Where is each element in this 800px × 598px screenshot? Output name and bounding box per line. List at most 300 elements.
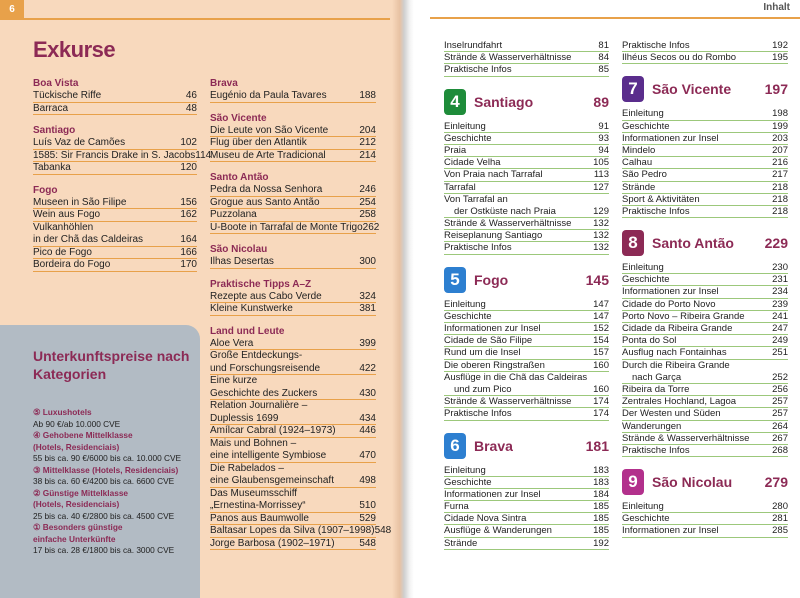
- entry-title: und Forschungsreisende: [210, 362, 321, 374]
- entry-title: Strände & Wasserverhältnisse: [622, 432, 750, 444]
- toc-entry: [622, 145, 788, 157]
- exkurs-entry: [210, 125, 376, 138]
- chapter-heading: [444, 87, 609, 117]
- exkurs-entry: [210, 197, 376, 210]
- exkurs-entry: [33, 149, 212, 163]
- entry-page: 48: [185, 102, 197, 114]
- entry-page: 239: [772, 298, 788, 310]
- entry-title: Geschichte: [444, 132, 492, 144]
- entry-title: Strände & Wasserverhältnisse: [444, 396, 572, 408]
- entry-page: 185: [593, 501, 609, 513]
- entry-title: Duplessis 1699: [210, 412, 279, 424]
- toc-entry: [622, 433, 788, 445]
- entry-page: 192: [772, 40, 788, 51]
- exkurs-entry: [210, 303, 376, 316]
- entry-page: 247: [772, 323, 788, 334]
- toc-entry: [622, 169, 788, 181]
- entry-title: Ribeira da Torre: [622, 383, 690, 395]
- entry-title: in der Chã das Caldeiras: [33, 234, 144, 245]
- section-heading: Fogo: [33, 184, 58, 196]
- chapter-heading-left: [444, 89, 533, 115]
- entry-title: Amílcar Cabral (1924–1973): [210, 425, 336, 436]
- entry-page: 252: [772, 371, 788, 383]
- section-heading: Santiago: [33, 125, 76, 136]
- entry-page: 188: [359, 90, 376, 101]
- entry-page: 430: [359, 387, 376, 399]
- chapter-number-badge: 6: [444, 433, 466, 459]
- entry-title: Mindelo: [622, 144, 656, 156]
- entry-page: 241: [772, 310, 788, 322]
- entry-page: 262: [362, 221, 380, 233]
- section-heading: Land und Leute: [210, 325, 285, 337]
- toc-entry: [444, 194, 609, 206]
- entry-page: 280: [772, 501, 788, 513]
- entry-title: Cidade do Porto Novo: [622, 298, 716, 310]
- entry-title: Praktische Infos: [622, 444, 690, 456]
- section-heading: Santo Antão: [210, 172, 269, 183]
- entry-page: 46: [185, 90, 197, 101]
- entry-page: 300: [359, 256, 376, 267]
- chapter-number-badge: 4: [444, 89, 466, 115]
- entry-page: 218: [772, 193, 788, 205]
- chapter-page: 181: [585, 437, 609, 454]
- exkurs-entry: [210, 450, 376, 463]
- entry-page: 281: [772, 513, 788, 525]
- entry-page: 218: [772, 205, 788, 217]
- entry-page: 147: [593, 298, 609, 310]
- entry-page: 127: [593, 181, 609, 193]
- toc-entry: [444, 360, 609, 372]
- entry-title: Baltasar Lopes da Silva (1907–1998): [210, 525, 375, 536]
- entry-title: Zentrales Hochland, Lagoa: [622, 396, 737, 408]
- entry-title: Informationen zur Insel: [622, 132, 719, 144]
- entry-title: Tückische Riffe: [33, 90, 102, 101]
- entry-page: 422: [359, 362, 376, 374]
- exkurse-column-2: [210, 77, 392, 550]
- toc-entry: [622, 513, 788, 525]
- price-range: 17 bis ca. 28 €/1800 bis ca. 3000 CVE: [33, 545, 175, 555]
- toc-entry: [622, 299, 788, 311]
- entry-title: Ilhas Desertas: [210, 256, 274, 267]
- toc-entry: [622, 311, 788, 323]
- exkurs-entry: [210, 488, 376, 501]
- entry-page: 114: [195, 149, 212, 161]
- entry-page: 548: [374, 525, 392, 536]
- entry-page: 183: [593, 476, 609, 488]
- entry-page: 214: [359, 149, 376, 161]
- chapter-heading-left: [444, 267, 508, 293]
- exkurs-entry: [33, 162, 197, 175]
- toc-entry: [444, 157, 609, 169]
- chapter-page: 89: [593, 93, 609, 110]
- entry-title: São Pedro: [622, 169, 667, 181]
- entry-title: Geschichte: [444, 310, 492, 322]
- section-heading: Boa Vista: [33, 78, 79, 89]
- toc-entry: [444, 489, 609, 501]
- price-box-title: Unterkunftspreise nach Kategorien: [33, 348, 190, 382]
- entry-title: Informationen zur Insel: [444, 488, 541, 500]
- entry-page: 381: [359, 303, 376, 314]
- entry-title: Strände: [444, 537, 478, 549]
- exkurse-column-1: [33, 77, 212, 272]
- entry-page: 231: [772, 274, 788, 286]
- exkurs-entry: [210, 256, 376, 269]
- entry-page: 254: [359, 196, 376, 208]
- entry-page: 132: [593, 218, 609, 230]
- entry-page: 510: [359, 500, 376, 511]
- exkurs-entry: [210, 350, 376, 363]
- toc-entry: [444, 408, 609, 420]
- entry-page: 249: [772, 335, 788, 347]
- price-range: Ab 90 €/ab 10.000 CVE: [33, 418, 121, 429]
- entry-page: 198: [772, 108, 788, 120]
- entry-page: 152: [593, 323, 609, 334]
- section-heading: Brava: [210, 78, 238, 89]
- price-range: 38 bis ca. 60 €/4200 bis ca. 6600 CVE: [33, 476, 175, 486]
- entry-page: 162: [180, 209, 197, 220]
- price-list: [33, 407, 198, 557]
- toc-entry: [444, 206, 609, 218]
- entry-title: Informationen zur Insel: [444, 323, 541, 334]
- entry-title: Tarrafal: [444, 181, 476, 193]
- entry-page: 230: [772, 262, 788, 274]
- entry-title: Aloe Vera: [210, 337, 254, 349]
- entry-page: 105: [593, 157, 609, 169]
- exkurs-entry: [210, 209, 376, 222]
- entry-page: 498: [359, 475, 376, 486]
- entry-title: Flug über den Atlantik: [210, 137, 307, 148]
- entry-page: 470: [359, 450, 376, 461]
- entry-title: Cidade da Ribeira Grande: [622, 323, 733, 334]
- exkurs-entry: [33, 103, 197, 116]
- entry-title: Vulkanhöhlen: [33, 221, 94, 233]
- toc-entry: [444, 465, 609, 477]
- entry-title: Informationen zur Insel: [622, 525, 719, 537]
- entry-title: Die Leute von São Vicente: [210, 124, 329, 136]
- toc-entry: [622, 384, 788, 396]
- entry-page: 164: [180, 234, 197, 245]
- toc-entry: [444, 40, 609, 52]
- entry-page: 199: [772, 120, 788, 132]
- entry-page: 234: [772, 286, 788, 298]
- entry-title: und zum Pico: [454, 383, 512, 395]
- entry-title: Tabanka: [33, 162, 71, 173]
- entry-page: 203: [772, 132, 788, 144]
- entry-title: Einleitung: [444, 298, 486, 310]
- entry-title: Jorge Barbosa (1902–1971): [210, 537, 335, 549]
- chapter-heading: [444, 265, 609, 295]
- toc-entry: [444, 501, 609, 513]
- exkurs-entry: [33, 222, 197, 235]
- entry-page: 160: [593, 383, 609, 395]
- toc-entry: [622, 194, 788, 206]
- entry-title: Strände & Wasserverhältnisse: [444, 52, 572, 64]
- toc-entry: [444, 182, 609, 194]
- entry-page: 264: [772, 420, 788, 432]
- entry-title: Mais und Bohnen –: [210, 437, 297, 449]
- entry-title: Praia: [444, 144, 467, 156]
- exkurs-entry: [33, 259, 197, 272]
- entry-title: Ausflüge & Wanderungen: [444, 525, 552, 537]
- entry-title: Inselrundfahrt: [444, 40, 503, 51]
- toc-entry: [444, 396, 609, 408]
- entry-page: 324: [359, 290, 376, 302]
- exkurs-entry: [210, 291, 376, 304]
- exkurs-entry: [210, 184, 376, 197]
- entry-title: Von Praia nach Tarrafal: [444, 169, 543, 181]
- price-category: (Hotels, Residenciais): [33, 441, 120, 452]
- entry-page: 285: [772, 525, 788, 537]
- entry-title: der Ostküste nach Praia: [454, 205, 556, 217]
- entry-title: Einleitung: [444, 120, 486, 132]
- exkurs-entry: [210, 538, 376, 551]
- entry-page: 132: [593, 230, 609, 242]
- entry-page: 216: [772, 157, 788, 169]
- price-category: ① Besonders günstige: [33, 522, 123, 532]
- entry-page: 129: [593, 205, 609, 217]
- chapter-title: Brava: [474, 437, 513, 454]
- exkurs-entry: [33, 137, 197, 150]
- chapter-heading-left: [622, 230, 734, 256]
- entry-title: Porto Novo – Ribeira Grande: [622, 310, 745, 322]
- entry-title: Strände & Wasserverhältnisse: [444, 218, 572, 230]
- entry-title: Einleitung: [622, 501, 664, 513]
- entry-page: 174: [593, 396, 609, 408]
- price-range: 55 bis ca. 90 €/6000 bis ca. 10.000 CVE: [33, 453, 182, 463]
- entry-page: 102: [180, 137, 197, 148]
- price-category: (Hotels, Residenciais): [33, 499, 120, 509]
- toc-entry: [622, 133, 788, 145]
- toc-entry: [622, 372, 788, 384]
- exkurs-entry: [210, 363, 376, 376]
- toc-entry: [622, 40, 788, 52]
- entry-title: Ausflug nach Fontainhas: [622, 347, 727, 359]
- chapter-heading: [622, 74, 788, 104]
- entry-title: Praktische Infos: [444, 242, 512, 254]
- chapter-heading: [444, 431, 609, 461]
- toc-entry: [622, 286, 788, 298]
- toc-entry: [444, 121, 609, 133]
- entry-title: Praktische Infos: [622, 205, 690, 217]
- entry-title: Panos aus Baumwolle: [210, 512, 309, 524]
- toc-entry: [622, 360, 788, 372]
- chapter-number-badge: 9: [622, 469, 644, 495]
- entry-page: 192: [593, 537, 609, 549]
- entry-page: 268: [772, 444, 788, 456]
- entry-title: Durch die Ribeira Grande: [622, 359, 730, 371]
- exkurs-entry: [210, 388, 376, 401]
- entry-title: Calhau: [622, 157, 653, 169]
- entry-title: Eine kurze: [210, 375, 258, 386]
- entry-title: Reiseplanung Santiago: [444, 230, 543, 242]
- entry-page: 93: [598, 132, 609, 144]
- entry-page: 529: [359, 512, 376, 524]
- entry-title: Barraca: [33, 102, 69, 114]
- toc-entry: [444, 347, 609, 359]
- entry-title: Einleitung: [622, 108, 664, 120]
- chapter-page: 197: [764, 81, 788, 98]
- entry-page: 147: [593, 310, 609, 322]
- toc-entry: [622, 323, 788, 335]
- toc-entry: [444, 230, 609, 242]
- toc-entry: [444, 218, 609, 230]
- entry-title: Informationen zur Insel: [622, 286, 719, 298]
- entry-title: Cidade de São Filipe: [444, 335, 533, 347]
- toc-entry: [444, 323, 609, 335]
- chapter-heading-left: [622, 76, 731, 102]
- chapter-page: 229: [764, 235, 788, 252]
- toc-entry: [622, 421, 788, 433]
- entry-title: Praktische Infos: [622, 40, 690, 51]
- toc-entry: [444, 242, 609, 254]
- exkurs-entry: [210, 90, 376, 103]
- entry-title: Große Entdeckungs-: [210, 350, 303, 361]
- chapter-title: Fogo: [474, 271, 509, 288]
- price-category: einfache Unterkünfte: [33, 533, 116, 544]
- toc-entry: [444, 372, 609, 384]
- entry-title: Cidade Velha: [444, 157, 501, 169]
- toc-column-2: [622, 40, 788, 538]
- chapter-heading: [622, 467, 788, 497]
- toc-entry: [444, 525, 609, 537]
- entry-page: 258: [359, 209, 376, 220]
- entry-title: U-Boote in Tarrafal de Monte Trigo: [210, 221, 363, 233]
- entry-title: Das Museumsschiff: [210, 487, 298, 499]
- entry-page: 184: [593, 488, 609, 500]
- entry-title: Wein aus Fogo: [33, 209, 101, 220]
- exkurs-entry: [210, 475, 376, 488]
- price-category: ③ Mittelklasse (Hotels, Residenciais): [33, 464, 179, 475]
- entry-title: Die Rabelados –: [210, 462, 284, 474]
- price-category: ⑤ Luxushotels: [33, 407, 92, 417]
- entry-page: 217: [772, 169, 788, 181]
- entry-page: 85: [598, 64, 609, 76]
- entry-title: 1585: Sir Francis Drake in S. Jacobs: [33, 149, 196, 161]
- entry-page: 267: [772, 432, 788, 444]
- entry-title: Puzzolana: [210, 209, 257, 220]
- toc-entry: [622, 501, 788, 513]
- exkurs-entry: [210, 438, 376, 451]
- section-heading: Praktische Tipps A–Z: [210, 278, 312, 290]
- exkurs-entry: [210, 338, 376, 351]
- entry-page: 257: [772, 408, 788, 420]
- entry-page: 548: [359, 537, 376, 549]
- toc-entry: [622, 396, 788, 408]
- toc-entry: [444, 52, 609, 64]
- entry-page: 91: [598, 120, 609, 132]
- toc-entry: [622, 121, 788, 133]
- entry-title: Relation Journalière –: [210, 400, 308, 411]
- entry-page: 195: [772, 52, 788, 64]
- entry-title: Die oberen Ringstraßen: [444, 359, 545, 371]
- entry-page: 434: [359, 412, 376, 424]
- entry-title: Museen in São Filipe: [33, 196, 127, 208]
- exkurs-entry: [33, 247, 197, 260]
- entry-page: 113: [593, 169, 609, 181]
- entry-title: Einleitung: [622, 262, 664, 274]
- entry-page: 218: [772, 181, 788, 193]
- entry-title: Rund um die Insel: [444, 347, 521, 359]
- top-rule: [430, 17, 800, 19]
- toc-entry: [444, 145, 609, 157]
- toc-entry: [444, 169, 609, 181]
- chapter-heading-left: [444, 433, 513, 459]
- entry-page: 251: [772, 347, 788, 359]
- entry-page: 185: [593, 525, 609, 537]
- entry-title: Sport & Aktivitäten: [622, 193, 700, 205]
- entry-page: 207: [772, 144, 788, 156]
- entry-title: Kleine Kunstwerke: [210, 303, 293, 314]
- entry-page: 94: [598, 144, 609, 156]
- exkurs-entry: [210, 400, 376, 413]
- exkurs-entry: [210, 500, 376, 513]
- exkurs-entry: [33, 90, 197, 103]
- entry-title: Bordeira do Fogo: [33, 259, 111, 270]
- exkurs-entry: [210, 463, 376, 476]
- entry-page: 204: [359, 124, 376, 136]
- toc-entry: [444, 299, 609, 311]
- chapter-title: Santiago: [474, 93, 534, 110]
- entry-title: Geschichte: [622, 274, 670, 286]
- entry-title: Geschichte: [444, 476, 492, 488]
- entry-title: Praktische Infos: [444, 64, 512, 76]
- toc-entry: [444, 477, 609, 489]
- chapter-number-badge: 7: [622, 76, 644, 102]
- entry-page: 84: [598, 52, 609, 64]
- entry-page: 170: [180, 259, 197, 270]
- chapter-number-badge: 5: [444, 267, 466, 293]
- toc-entry: [622, 262, 788, 274]
- price-range: 25 bis ca. 40 €/2800 bis ca. 4500 CVE: [33, 510, 175, 521]
- chapter-number-badge: 8: [622, 230, 644, 256]
- exkurs-entry: [210, 375, 376, 388]
- toc-entry: [444, 311, 609, 323]
- entry-title: Geschichte: [622, 120, 670, 132]
- entry-page: 185: [593, 513, 609, 525]
- entry-title: Einleitung: [444, 464, 486, 476]
- toc-entry: [622, 157, 788, 169]
- entry-title: Ponta do Sol: [622, 335, 677, 347]
- exkurs-entry: [210, 425, 376, 438]
- running-header: Inhalt: [763, 2, 790, 13]
- entry-title: Luís Vaz de Camões: [33, 137, 126, 148]
- entry-page: 446: [359, 425, 376, 436]
- entry-title: nach Garça: [632, 371, 682, 383]
- entry-title: Grogue aus Santo Antão: [210, 196, 320, 208]
- entry-page: 132: [593, 242, 609, 254]
- entry-page: 120: [180, 162, 197, 173]
- toc-entry: [622, 206, 788, 218]
- entry-title: Museu de Arte Tradicional: [210, 149, 326, 161]
- section-heading: São Nicolau: [210, 244, 268, 255]
- page-title: Exkurse: [33, 37, 116, 62]
- entry-page: 157: [593, 347, 609, 359]
- toc-entry: [622, 525, 788, 537]
- entry-title: Ausflüge in die Chã das Caldeiras: [444, 371, 588, 383]
- entry-title: Pedra da Nossa Senhora: [210, 184, 323, 195]
- chapter-page: 145: [585, 271, 609, 288]
- entry-title: Der Westen und Süden: [622, 408, 721, 420]
- entry-page: 81: [598, 40, 609, 51]
- entry-page: 174: [593, 408, 609, 420]
- entry-title: Geschichte des Zuckers: [210, 387, 318, 399]
- toc-entry: [622, 408, 788, 420]
- chapter-title: São Vicente: [652, 81, 732, 98]
- entry-title: Geschichte: [622, 513, 670, 525]
- entry-page: 166: [180, 246, 197, 258]
- entry-title: „Ernestina-Morrissey“: [210, 500, 306, 511]
- price-category: ② Günstige Mittelklasse: [33, 487, 129, 498]
